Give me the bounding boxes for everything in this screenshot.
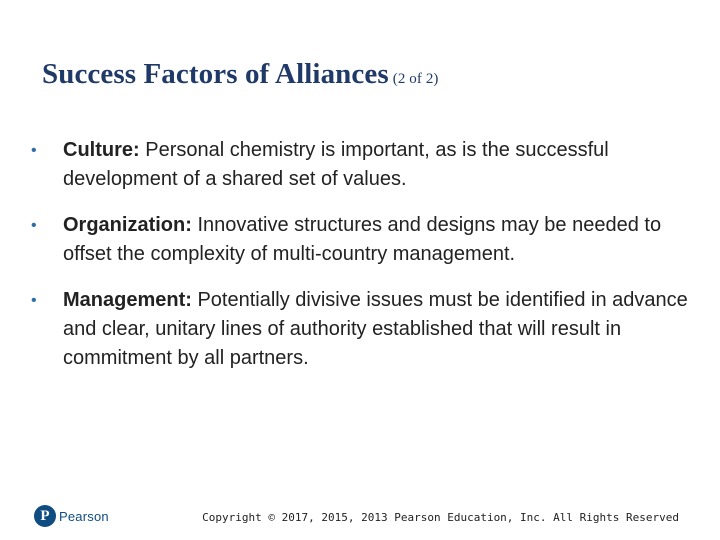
bullet-item-culture [30, 136, 700, 194]
bullet-dot-icon: • [31, 142, 37, 159]
bullet-text: Personal chemistry is important, as is the successful development of a shared set of values. [63, 139, 609, 190]
bullet-text: Potentially divisive issues must be identified in advance and clear, unitary lines of authority established that will result in commitment by all partners. [63, 289, 688, 369]
pearson-wordmark: Pearson [59, 508, 109, 524]
slide-title-suffix: (2 of 2) [392, 71, 439, 87]
slide-title-main: Success Factors of Alliances [42, 58, 389, 90]
pearson-logo [34, 505, 109, 527]
bullet-label: Culture: [63, 139, 140, 161]
copyright-notice: Copyright © 2017, 2015, 2013 Pearson Education, Inc. All Rights Reserved [202, 511, 679, 524]
bullet-item-organization [30, 211, 700, 269]
bullet-text: Innovative structures and designs may be needed to offset the complexity of multi-country management. [63, 214, 662, 265]
bullet-list [30, 136, 700, 373]
bullet-item-management [30, 286, 700, 373]
bullet-label: Management: [63, 289, 192, 311]
bullet-label: Organization: [63, 214, 192, 236]
slide-title [42, 58, 439, 91]
bullet-dot-icon: • [31, 217, 37, 234]
pearson-logo-icon: P [34, 505, 56, 527]
bullet-dot-icon: • [31, 292, 37, 309]
